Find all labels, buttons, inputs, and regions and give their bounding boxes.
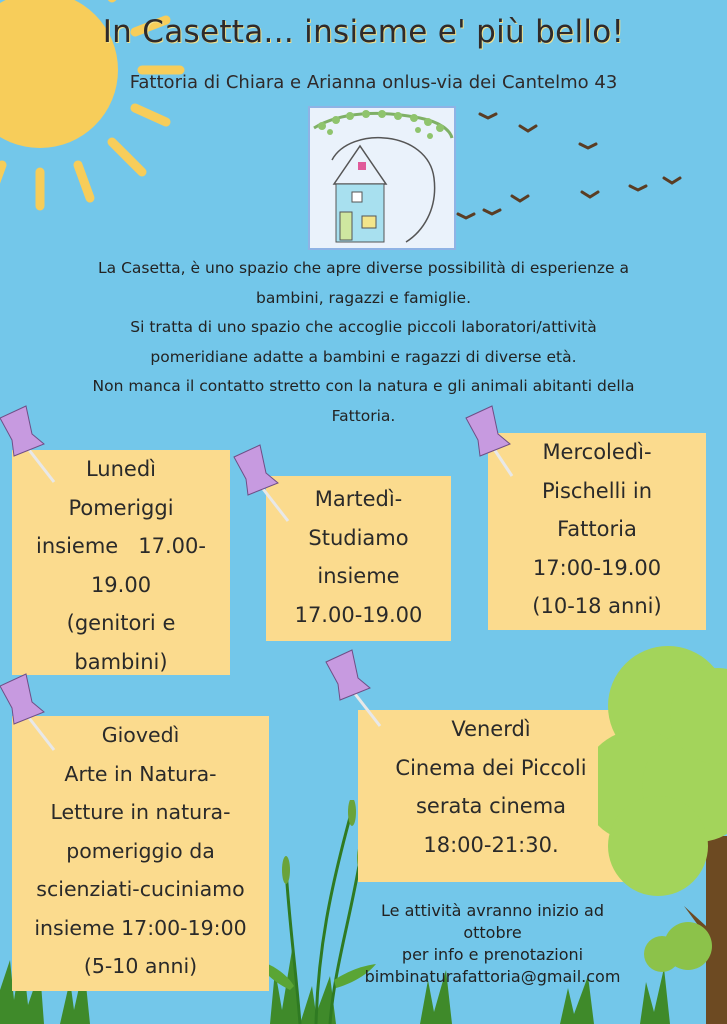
footer-line: per info e prenotazioni [401, 945, 584, 964]
footer-line: Le attività avranno inizio ad [381, 901, 604, 920]
note-friday [358, 710, 624, 882]
note-line: Letture in natura- [50, 800, 231, 824]
note-line: insieme 17.00- [36, 534, 206, 558]
note-thursday [12, 716, 269, 991]
note-line: Martedì- [314, 487, 403, 511]
note-line: Venerdì [451, 717, 531, 741]
note-line: 17:00-19.00 [532, 555, 662, 580]
note-line: (genitori e [66, 611, 176, 635]
intro-line: La Casetta, è uno spazio che apre diverse possibilità di esperienze a [98, 259, 629, 277]
note-line: serata cinema [415, 794, 567, 818]
intro-line: Fattoria. [331, 406, 396, 425]
note-line: insieme [317, 564, 400, 588]
note-line: bambini) [74, 649, 168, 674]
note-line: Cinema dei Piccoli [395, 755, 587, 780]
note-line: 17.00-19.00 [294, 602, 423, 627]
pushpin-icon [462, 404, 532, 484]
note-line: Giovedì [101, 723, 180, 747]
pushpin-icon [230, 443, 300, 523]
note-line: Arte in Natura- [64, 761, 217, 786]
intro-line: Si tratta di uno spazio che accoglie piccoli laboratori/attività [130, 318, 597, 336]
note-line: scienziati-cuciniamo [36, 877, 245, 901]
footer-info [320, 900, 665, 988]
contact-email: bimbinaturafattoria@gmail.com [364, 967, 621, 986]
note-line: Studiamo [308, 525, 409, 550]
poster-title: In Casetta... insieme e' più bello! [102, 14, 625, 50]
note-line: pomeriggio da [66, 838, 215, 863]
note-line: Pischelli in [541, 478, 653, 503]
note-line: Lunedì [85, 457, 157, 481]
note-line: 19.00 [90, 572, 152, 597]
pushpin-icon [322, 648, 392, 728]
note-line: Mercoledì- [542, 440, 652, 464]
note-line: insieme 17:00-19:00 [34, 915, 247, 940]
pushpin-icon [0, 404, 66, 484]
poster-subtitle: Fattoria di Chiara e Arianna onlus-via dei Cantelmo 43 [129, 72, 618, 93]
footer-line: ottobre [463, 923, 522, 942]
note-line: Fattoria [557, 517, 637, 541]
pushpin-icon [0, 672, 66, 752]
bird-flock-icon [450, 100, 710, 230]
intro-line: Non manca il contatto stretto con la natura e gli animali abitanti della [92, 377, 635, 395]
house-logo [308, 106, 456, 250]
note-line: Pomeriggi [68, 495, 174, 520]
house-logo-icon [310, 108, 454, 248]
intro-line: pomeridiane adatte a bambini e ragazzi di diverse età. [150, 347, 577, 366]
note-line: (5-10 anni) [83, 954, 198, 978]
intro-line: bambini, ragazzi e famiglie. [255, 288, 472, 307]
note-line: 18:00-21:30. [423, 832, 559, 857]
intro-text [20, 254, 707, 431]
note-line: (10-18 anni) [532, 594, 662, 618]
